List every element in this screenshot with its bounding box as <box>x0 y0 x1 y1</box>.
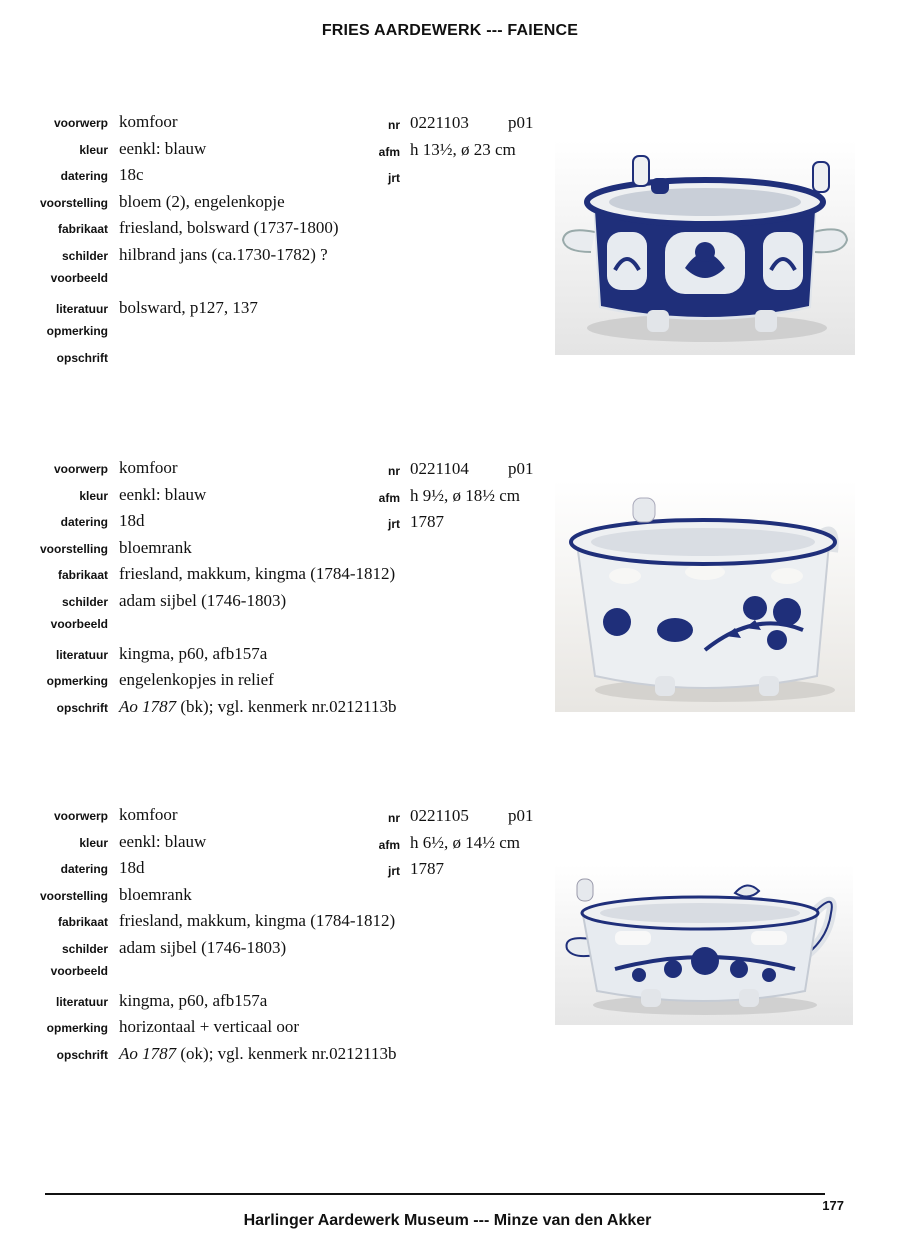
value-datering: 18c <box>119 165 144 184</box>
row-schilder <box>0 591 540 617</box>
label-voorstelling: voorstelling <box>39 195 108 210</box>
value-voorwerp: komfoor <box>119 458 178 477</box>
label-datering: datering <box>60 515 108 529</box>
photo-komfoor-0221105 <box>555 865 853 1025</box>
catalog-entry-0221104 <box>0 458 900 738</box>
row-schilder <box>0 938 540 964</box>
row-voorstelling <box>0 885 540 911</box>
row-datering <box>0 165 540 191</box>
photo-komfoor-0221103 <box>555 140 855 355</box>
value-voorstelling: bloemrank <box>119 884 192 904</box>
value-nr: 0221103 <box>410 113 469 132</box>
label-afm: afm <box>378 144 400 159</box>
row-voorbeeld <box>0 271 540 297</box>
value-voorstelling: bloem (2), engelenkopje <box>119 191 285 211</box>
label-schilder: schilder <box>61 248 108 263</box>
value-kleur: eenkl: blauw <box>119 831 207 851</box>
label-voorstelling: voorstelling <box>39 888 108 903</box>
label-afm: afm <box>378 490 400 505</box>
value-fabrikaat: friesland, bolsward (1737-1800) <box>119 218 339 237</box>
value-nr: 0221105 <box>410 806 469 825</box>
label-fabrikaat: fabrikaat <box>57 568 108 582</box>
row-voorstelling <box>0 538 540 564</box>
value-nr: 0221104 <box>410 459 469 478</box>
label-jrt: jrt <box>388 171 400 185</box>
row-datering <box>0 858 540 884</box>
opschrift-note: (ok); vgl. kenmerk nr.0212113b <box>176 1043 397 1063</box>
value-afm: h 13½, ø 23 cm <box>410 139 516 159</box>
label-voorbeeld: voorbeeld <box>50 617 108 631</box>
row-fabrikaat <box>0 564 540 590</box>
value-schilder: adam sijbel (1746-1803) <box>119 590 287 610</box>
row-opmerking <box>0 324 540 350</box>
row-opschrift <box>0 1044 540 1070</box>
value-schilder: hilbrand jans (ca.1730-1782) ? <box>119 244 328 264</box>
footer-text: Harlinger Aardewerk Museum --- Minze van den Akker <box>243 1212 652 1229</box>
row-opmerking <box>0 1017 540 1043</box>
label-opschrift: opschrift <box>56 700 108 715</box>
value-kleur: eenkl: blauw <box>119 484 207 504</box>
value-voorwerp: komfoor <box>119 805 178 824</box>
label-opmerking: opmerking <box>46 1021 108 1035</box>
value-afm: h 9½, ø 18½ cm <box>410 485 521 505</box>
row-schilder <box>0 245 540 271</box>
row-opschrift <box>0 697 540 723</box>
label-afm: afm <box>378 837 400 852</box>
value-opschrift <box>119 1044 396 1064</box>
label-voorbeeld: voorbeeld <box>50 964 108 978</box>
row-voorbeeld <box>0 964 540 990</box>
value-afm: h 6½, ø 14½ cm <box>410 832 521 852</box>
row-fabrikaat <box>0 911 540 937</box>
label-jrt: jrt <box>388 517 400 531</box>
row-literatuur <box>0 991 540 1017</box>
value-opmerking: engelenkopjes in relief <box>119 670 274 689</box>
label-voorwerp: voorwerp <box>53 809 108 823</box>
label-voorbeeld: voorbeeld <box>50 271 108 285</box>
value-fabrikaat: friesland, makkum, kingma (1784-1812) <box>119 564 396 583</box>
label-voorwerp: voorwerp <box>53 462 108 476</box>
label-literatuur: literatuur <box>55 301 108 316</box>
value-datering: 18d <box>119 858 145 877</box>
label-kleur: kleur <box>79 835 108 850</box>
value-jrt: 1787 <box>410 859 444 878</box>
row-opschrift <box>0 351 540 377</box>
page-number: 177 <box>822 1198 844 1213</box>
catalog-entry-0221105 <box>0 805 900 1085</box>
label-voorwerp: voorwerp <box>53 116 108 130</box>
value-literatuur: kingma, p60, afb157a <box>119 990 268 1010</box>
value-datering: 18d <box>119 511 145 530</box>
label-nr: nr <box>388 464 400 478</box>
label-datering: datering <box>60 862 108 876</box>
row-literatuur <box>0 298 540 324</box>
opschrift-mark: Ao 1787 <box>119 696 177 716</box>
value-page-ref: p01 <box>508 113 534 132</box>
label-nr: nr <box>388 118 400 132</box>
value-kleur: eenkl: blauw <box>119 138 207 158</box>
row-fabrikaat <box>0 218 540 244</box>
label-fabrikaat: fabrikaat <box>57 222 108 236</box>
footer-rule <box>45 1193 825 1195</box>
label-nr: nr <box>388 811 400 825</box>
label-schilder: schilder <box>61 941 108 956</box>
label-kleur: kleur <box>79 488 108 503</box>
label-opschrift: opschrift <box>56 350 108 365</box>
value-opmerking: horizontaal + verticaal oor <box>119 1017 299 1036</box>
label-literatuur: literatuur <box>55 647 108 662</box>
label-datering: datering <box>60 169 108 183</box>
label-fabrikaat: fabrikaat <box>57 915 108 929</box>
value-opschrift <box>119 697 396 717</box>
value-literatuur: bolsward, p127, 137 <box>119 297 258 317</box>
value-page-ref: p01 <box>508 459 534 478</box>
label-literatuur: literatuur <box>55 994 108 1009</box>
label-schilder: schilder <box>61 594 108 609</box>
label-opmerking: opmerking <box>46 324 108 338</box>
value-voorwerp: komfoor <box>119 112 178 131</box>
opschrift-note: (bk); vgl. kenmerk nr.0212113b <box>176 696 397 716</box>
label-kleur: kleur <box>79 142 108 157</box>
value-page-ref: p01 <box>508 806 534 825</box>
row-opmerking <box>0 670 540 696</box>
value-jrt: 1787 <box>410 512 444 531</box>
opschrift-mark: Ao 1787 <box>119 1043 177 1063</box>
row-literatuur <box>0 644 540 670</box>
value-literatuur: kingma, p60, afb157a <box>119 643 268 663</box>
value-voorstelling: bloemrank <box>119 537 192 557</box>
photo-komfoor-0221104 <box>555 480 855 712</box>
label-voorstelling: voorstelling <box>39 541 108 556</box>
row-voorstelling <box>0 192 540 218</box>
row-datering <box>0 511 540 537</box>
page-header: FRIES AARDEWERK --- FAIENCE <box>321 22 579 39</box>
label-opmerking: opmerking <box>46 674 108 688</box>
value-schilder: adam sijbel (1746-1803) <box>119 937 287 957</box>
label-opschrift: opschrift <box>56 1047 108 1062</box>
value-fabrikaat: friesland, makkum, kingma (1784-1812) <box>119 911 396 930</box>
catalog-entry-0221103 <box>0 112 900 392</box>
label-jrt: jrt <box>388 864 400 878</box>
row-voorbeeld <box>0 617 540 643</box>
